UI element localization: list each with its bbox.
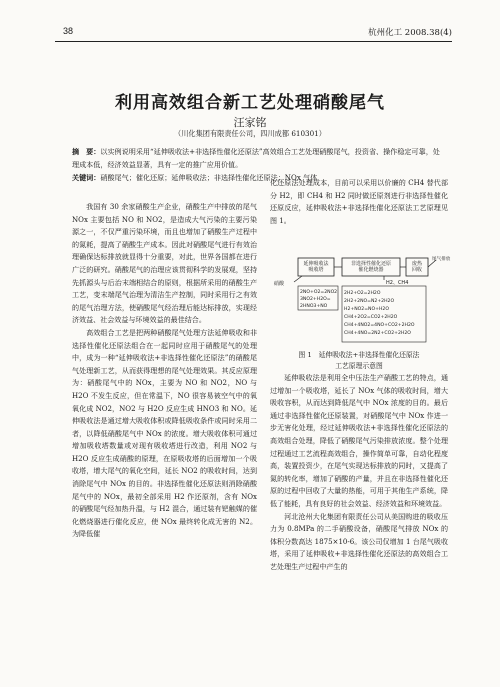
rx-left-1: 2NO+O2=2NO2 (300, 290, 338, 295)
left-column (72, 201, 257, 541)
journal-info: 杭州化工 2008.38(4) (368, 28, 452, 38)
caption-line: 工艺原理示意图 (335, 362, 383, 370)
body-paragraph: 高效组合工艺是把两种硝酸尾气处理方法延伸吸收和非选择性催化还原法组合在一起同时应用于硝酸尾气的处理中，成为一种“延伸吸收法+非选择性催化还原法”的硝酸尾气处理新工艺，从而获得理想的尾气处理效果。其反应原理为：硝酸尾气中的 NOx，主要为 NO 和 NO2，NO 与 H2O 不发生反应，但在常温下，NO 很容易被空气中的氧氧化成 NO2，NO2 与 H2O 反应生成 HNO3 和 NO。延伸吸收法是通过增大吸收体积或降低吸收条件或同时采用二者，以降低硝酸尾气中 NOx 的浓度。增大吸收体积可通过增加吸收塔数量或对现有吸收塔进行改造，利用 NO2 与 H2O 反应生成硝酸的原理，在原吸收塔的后面增加一个吸收塔，增大尾气的氧化空间，延长 NO2 的吸收时间，达到消除尾气中 NOx 的目的。非选择性催化还原法则消除硝酸尾气中的 NOx，最初全部采用 H2 作还原剂，含有 NOx 的硝酸尾气经加热升温，与 H2 混合，通过装有钯触媒的催化燃烧器进行催化反应，使 NOx 最终转化成无害的 N2。为降低催 (72, 327, 257, 539)
burner-label: 非选择性催化还原催化燃烧器 (350, 261, 392, 273)
abstract-label: 摘 要： (72, 147, 101, 156)
keywords-text: 硝酸尾气；催化还原；延伸吸收法；非选择性催化还原法；NOx 气体 (100, 173, 318, 182)
paper-title: 利用高效组合新工艺处理硝酸尾气 (115, 93, 385, 113)
flow-arrow (294, 276, 302, 282)
rx-left-2: 3NO2+H2O= (300, 297, 331, 302)
rx-right-4: CH4+2O2=CO2+2H2O (344, 315, 398, 320)
right-column-bottom (270, 372, 448, 574)
rx-right-6: CH4+4NO=2N2+CO2+2H2O (344, 331, 411, 336)
body-paragraph: 化还原法处理成本，目前可以采用以价廉的 CH4 替代部分 H2，即 CH4 和 H2 同时做还原剂进行非选择性催化还原反应，延伸吸收法+非选择性催化还原法工艺原理见图 1。 (270, 178, 448, 225)
running-header (55, 26, 452, 40)
caption-line: 图 1 延伸吸收法+非选择性催化还原法 (298, 351, 420, 359)
rx-right-2: 2H2+2NO=N2+2H2O (344, 299, 395, 304)
rx-right-1: 2H2+O2=2H2O (344, 291, 381, 296)
rx-right-5: CH4+4NO2=4NO+CO2+2H2O (344, 323, 415, 328)
rx-right-3: H2+NO2=NO+H2O (344, 307, 389, 312)
figure-caption (270, 350, 448, 372)
header-rule (55, 41, 452, 42)
abstract (72, 145, 444, 171)
reductant-label: H2、CH4 (386, 280, 409, 286)
exhaust-label: 尾气排放 (432, 257, 451, 262)
body-paragraph: 我国有 30 余家硝酸生产企业，硝酸生产中排放的尾气 NOx 主要包括 NO 和 NO2，是造成大气污染的主要污染源之一，不仅严重污染环境，而且也增加了硝酸生产过程中的氮耗，提高了硝酸生产成本。因此对硝酸尾气进行有效治理确保达标排放就显得十分重要，对此，世界各国都在进行广泛的研究。硝酸尾气的治理应该贯彻科学的发展观，坚持先抓源头与后治末端相结合的原则，根据所采用的硝酸生产工艺，变末端尾气治理为清洁生产控制，同时采用行之有效的尾气治理方法，使硝酸尾气经治理后能达标排放，实现经济效益、社会效益与环境效益的最佳结合。 (72, 202, 257, 325)
nitric-acid-label: 硝酸 (274, 281, 285, 287)
keywords-label: 关键词： (72, 173, 101, 182)
heat-recovery-label: 废热回收 (411, 261, 423, 273)
process-figure (272, 256, 451, 346)
body-paragraph: 河北沧州大化集团有限责任公司从美国购进的吸收压力为 0.8MPa 的二手硝酸设备，硝酸尾气排放 NOx 的体积分数高达 1875×10-6。该公司仅增加 1 台尾气吸收塔，采用了延伸吸收+非选择性催化还原法的高效组合工艺处理生产过程中产生的 (270, 511, 448, 571)
absorber-label: 延伸吸收法吸收塔 (303, 261, 329, 273)
abstract-text: 以实例说明采用“延伸吸收法+非选择性催化还原法”高效组合工艺处理硝酸尾气，投资省、操作稳定可靠，处理成本低，经济效益显著，具有一定的推广应用价值。 (72, 147, 440, 169)
rx-left-3: 2HNO3+NO (300, 304, 328, 309)
affiliation: （川化集团有限责任公司，四川成都 610301） (174, 129, 326, 138)
body-paragraph: 延伸吸收法是利用全中压法生产硝酸工艺的特点，通过增加一个吸收塔，延长了 NOx 气体的吸收时间，增大吸收容积，从而达到降低尾气中 NOx 浓度的目的。最后通过非选择性催化还原装置，对硝酸尾气中 NOx 作进一步无害化处理，经过延伸吸收法+非选择性催化还原法的高效组合处理，降低了硝酸尾气污染排放浓度。整个处理过程通过工艺流程高效组合，操作简单可靠，自动化程度高，装置投资少，在尾气实现达标排放的同时，又提高了氮的转化率，增加了硝酸的产量，并且在非选择性催化还原的过程中回收了大量的热能，可用于其他生产系统，降低了能耗，具有良好的社会效益、经济效益和环境效益。 (270, 373, 448, 508)
right-column-top (270, 177, 448, 227)
page-number: 38 (63, 26, 74, 36)
author: 汪家铭 (233, 116, 267, 129)
